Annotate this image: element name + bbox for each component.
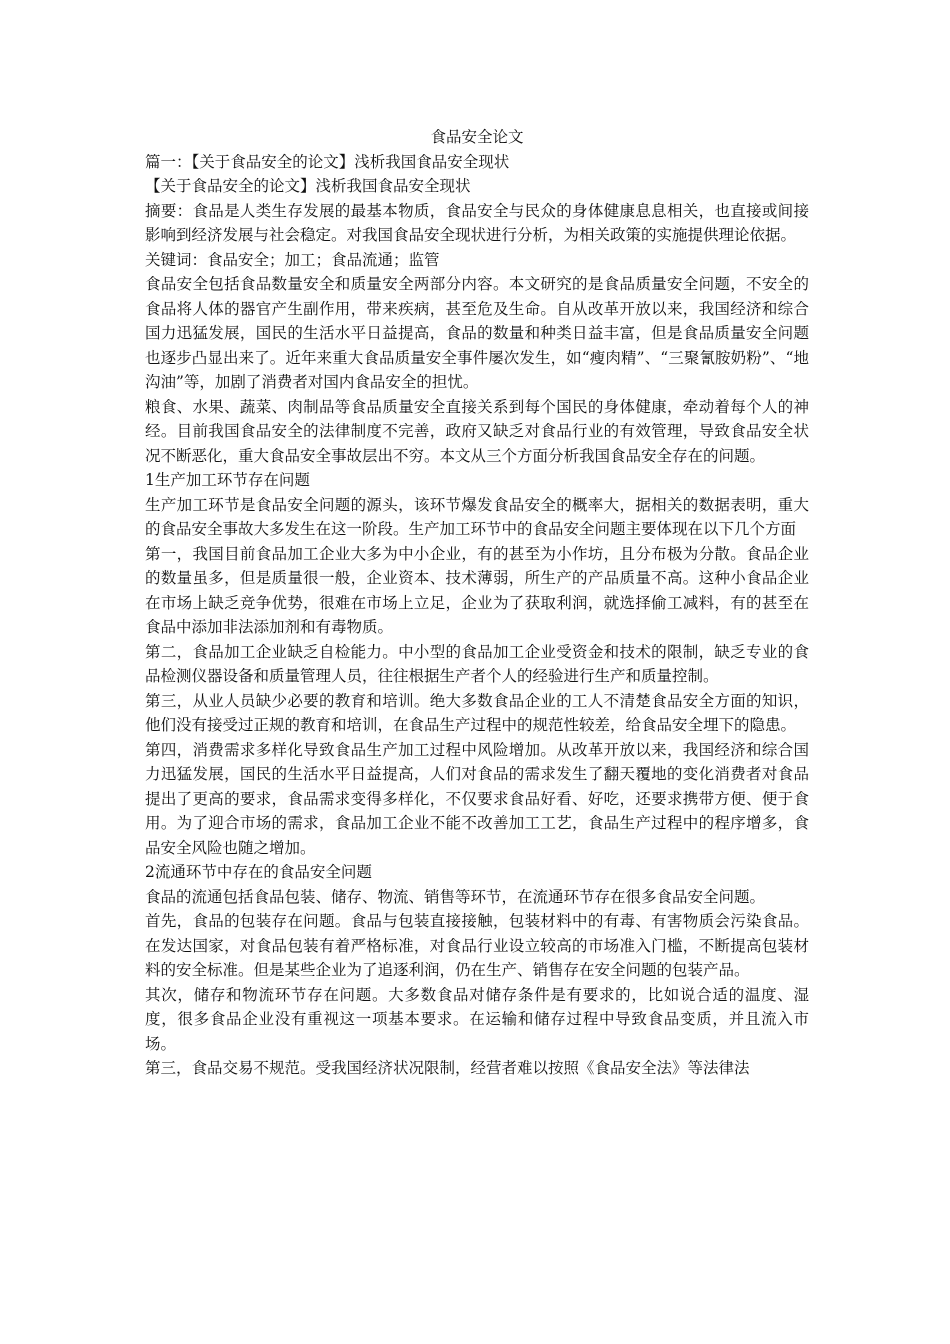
document-title: 食品安全论文 [430, 128, 524, 146]
subsection-heading: 2流通环节中存在的食品安全问题 [145, 863, 372, 881]
body-paragraph: 第二，食品加工企业缺乏自检能力。中小型的食品加工企业受资金和技术的限制，缺乏专业的食品检测仪器设备和质量管理人员，往往根据生产者个人的经验进行生产和质量控制。 [145, 642, 809, 685]
article-heading: 【关于食品安全的论文】浅析我国食品安全现状 [145, 177, 471, 195]
subsection-heading: 1生产加工环节存在问题 [145, 471, 310, 489]
body-paragraph: 第三，食品交易不规范。受我国经济状况限制，经营者难以按照《食品安全法》等法律法 [145, 1059, 750, 1077]
body-paragraph: 食品安全包括食品数量安全和质量安全两部分内容。本文研究的是食品质量安全问题，不安全的食品将人体的器官产生副作用，带来疾病，甚至危及生命。自从改革开放以来，我国经济和综合国力迅猛发展，国民的生活水平日益提高，食品的数量和种类日益丰富，但是食品质量安全问题也逐步凸显出来了。近年来重大食品质量安全事件屡次发生，如“瘦肉精”、“三聚氰胺奶粉”、“地沟油”等，加剧了消费者对国内食品安全的担忧。 [145, 275, 809, 391]
body-paragraph: 其次，储存和物流环节存在问题。大多数食品对储存条件是有要求的，比如说合适的温度、湿度，很多食品企业没有重视这一项基本要求。在运输和储存过程中导致食品变质，并且流入市场。 [145, 985, 809, 1053]
body-paragraph: 食品的流通包括食品包装、储存、物流、销售等环节，在流通环节存在很多食品安全问题。 [145, 887, 766, 906]
keywords-paragraph: 关键词：食品安全；加工；食品流通；监管 [145, 250, 440, 269]
section-heading: 篇一：【关于食品安全的论文】浅析我国食品安全现状 [145, 152, 510, 171]
body-paragraph: 生产加工环节是食品安全问题的源头，该环节爆发食品安全的概率大，据相关的数据表明，重大的食品安全事故大多发生在这一阶段。生产加工环节中的食品安全问题主要体现在以下几个方面 [145, 495, 809, 538]
body-paragraph: 第三，从业人员缺少必要的教育和培训。绝大多数食品企业的工人不清楚食品安全方面的知识，他们没有接受过正规的教育和培训，在食品生产过程中的规范性较差，给食品安全埋下的隐患。 [145, 691, 809, 734]
body-paragraph: 首先，食品的包装存在问题。食品与包装直接接触，包装材料中的有毒、有害物质会污染食品。在发达国家，对食品包装有着严格标准，对食品行业设立较高的市场准入门槛，不断提高包装材料的安全标准。但是某些企业为了追逐利润，仍在生产、销售存在安全问题的包装产品。 [145, 912, 809, 979]
document-body [145, 125, 809, 1081]
abstract-paragraph: 摘要：食品是人类生存发展的最基本物质，食品安全与民众的身体健康息息相关，也直接或间接影响到经济发展与社会稳定。对我国食品安全现状进行分析，为相关政策的实施提供理论依据。 [145, 201, 809, 244]
body-paragraph: 第一，我国目前食品加工企业大多为中小企业，有的甚至为小作坊，且分布极为分散。食品企业的数量虽多，但是质量很一般，企业资本、技术薄弱，所生产的产品质量不高。这种小食品企业在市场上缺乏竞争优势，很难在市场上立足，企业为了获取利润，就选择偷工减料，有的甚至在食品中添加非法添加剂和有毒物质。 [145, 544, 809, 636]
body-paragraph: 第四，消费需求多样化导致食品生产加工过程中风险增加。从改革开放以来，我国经济和综合国力迅猛发展，国民的生活水平日益提高，人们对食品的需求发生了翻天覆地的变化消费者对食品提出了更高的要求，食品需求变得多样化，不仅要求食品好看、好吃，还要求携带方便、便于食用。为了迎合市场的需求，食品加工企业不能不改善加工工艺，食品生产过程中的程序增多，食品安全风险也随之增加。 [145, 740, 809, 857]
body-paragraph: 粮食、水果、蔬菜、肉制品等食品质量安全直接关系到每个国民的身体健康，牵动着每个人的神经。目前我国食品安全的法律制度不完善，政府又缺乏对食品行业的有效管理，导致食品安全状况不断恶化，重大食品安全事故层出不穷。本文从三个方面分析我国食品安全存在的问题。 [145, 397, 809, 465]
